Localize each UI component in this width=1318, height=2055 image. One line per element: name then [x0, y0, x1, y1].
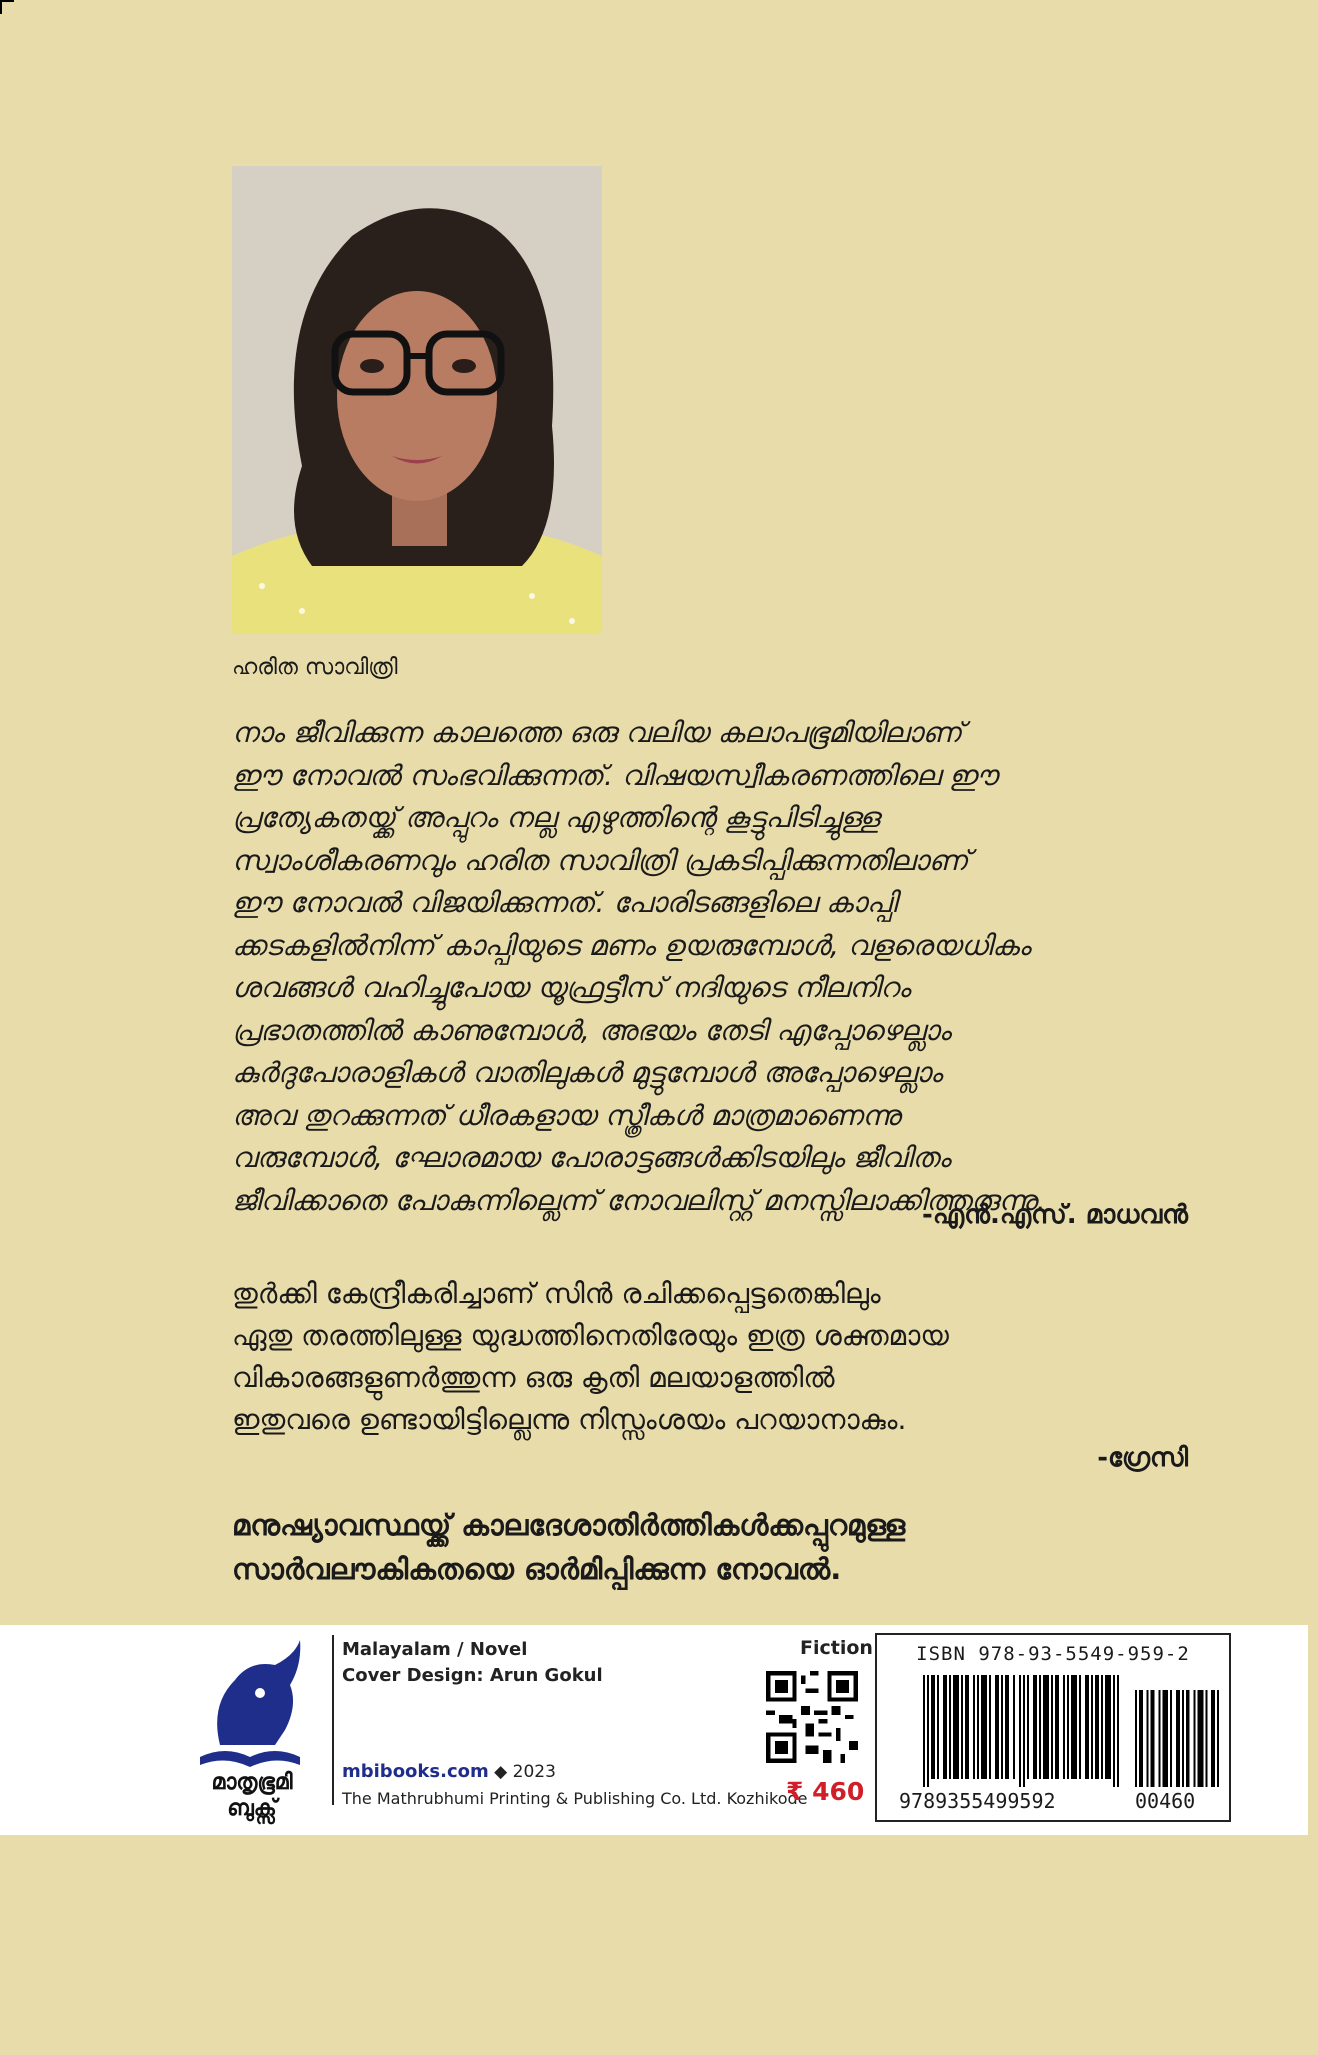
website-link[interactable]: mbibooks.com	[342, 1761, 489, 1782]
logo-line-2: ബുക്സ്	[227, 1796, 277, 1821]
barcode-addon-icon	[1135, 1690, 1221, 1787]
quote-line: ക്കടകളിൽനിന്ന് കാപ്പിയുടെ മണം ഉയരുമ്പോൾ, വളരെയധികം	[232, 928, 1031, 962]
barcode-main-icon	[923, 1675, 1123, 1787]
category-label: Malayalam / Novel	[342, 1639, 528, 1660]
quote-line: ഈ നോവൽ വിജയിക്കുന്നത്. പോരിടങ്ങളിലെ കാപ്പി	[232, 886, 897, 919]
book-tagline	[232, 1503, 905, 1591]
logo-wordmark	[188, 1770, 316, 1822]
price-label: ₹ 460	[786, 1777, 865, 1806]
footer-divider	[332, 1635, 334, 1805]
quote-2-attribution: -ഗ്രേസി	[1097, 1443, 1188, 1473]
quote-line: കുർദുപോരാളികൾ വാതിലുകൾ മുട്ടുമ്പോൾ അപ്പോഴെല്ലാം	[232, 1056, 943, 1089]
website-line	[342, 1761, 556, 1782]
quote-line: പ്രഭാതത്തിൽ കാണുമ്പോൾ, അഭയം തേടി എപ്പോഴെല്ലാം	[232, 1013, 951, 1047]
quote-line: സ്വാംശീകരണവും ഹരിത സാവിത്രി പ്രകടിപ്പിക്കുന്നതിലാണ്	[232, 843, 969, 877]
quote-line: നാം ജീവിക്കുന്ന കാലത്തെ ഒരു വലിയ കലാപഭൂമിയിലാണ്	[232, 716, 963, 749]
publisher-footer	[0, 1625, 1308, 1835]
tagline-line: മനുഷ്യാവസ്ഥയ്ക്ക് കാലദേശാതിർത്തികൾക്കപ്പുറമുള്ള	[232, 1508, 906, 1542]
diamond-separator-icon: ◆	[494, 1762, 508, 1782]
quote-line: പ്രത്യേകതയ്ക്ക് അപ്പുറം നല്ല എഴുത്തിന്റെ കൂട്ടുപിടിച്ചുള്ള	[232, 801, 880, 834]
isbn-text: ISBN 978-93-5549-959-2	[916, 1643, 1190, 1665]
qr-code-icon	[766, 1671, 858, 1763]
logo-line-1: മാതൃഭൂമി	[211, 1770, 293, 1795]
quote-line: ജീവിക്കാതെ പോകുന്നില്ലെന്ന് നോവലിസ്റ്റ് മനസ്സിലാക്കിത്തരുന്നു.	[232, 1183, 1046, 1217]
review-quote-2	[232, 1273, 1192, 1441]
quote-line: അവ തുറക്കുന്നത് ധീരകളായ സ്ത്രീകൾ മാത്രമാണെന്നു	[232, 1098, 901, 1132]
publication-year: 2023	[512, 1762, 556, 1782]
crop-mark-top-left-h	[0, 0, 14, 2]
barcode-addon-number: 00460	[1135, 1789, 1196, 1813]
quote-line: ഈ നോവൽ സംഭവിക്കുന്നത്. വിഷയസ്വീകരണത്തിലെ ഈ	[232, 758, 998, 792]
review-quote-1	[232, 712, 1192, 1222]
author-photo	[232, 166, 602, 634]
quote-line: വരുമ്പോൾ, ഘോരമായ പോരാട്ടങ്ങൾക്കിടയിലും ജീവിതം	[232, 1141, 951, 1174]
author-name-caption: ഹരിത സാവിത്രി	[232, 655, 398, 680]
isbn-barcode-box	[875, 1633, 1231, 1822]
quote-line: ഏതു തരത്തിലുള്ള യുദ്ധത്തിനെതിരേയും ഇത്ര ശക്തമായ	[232, 1319, 949, 1352]
genre-label: Fiction	[800, 1637, 873, 1659]
crop-mark-top-left-v	[0, 0, 2, 14]
quote-line: വികാരങ്ങളുണർത്തുന്ന ഒരു കൃതി മലയാളത്തിൽ	[232, 1361, 835, 1394]
publisher-name: The Mathrubhumi Printing & Publishing Co. Ltd. Kozhikode	[342, 1789, 808, 1808]
quote-line: തുർക്കി കേന്ദ്രീകരിച്ചാണ് സിൻ രചിക്കപ്പെട്ടതെങ്കിലും	[232, 1277, 881, 1310]
cover-design-credit: Cover Design: Arun Gokul	[342, 1665, 603, 1686]
tagline-line: സാർവലൗകികതയെ ഓർമിപ്പിക്കുന്ന നോവൽ.	[232, 1552, 842, 1586]
book-meta	[342, 1637, 603, 1689]
quote-line: ശവങ്ങൾ വഹിച്ചുപോയ യൂഫ്രട്ടീസ് നദിയുടെ നീലനിറം	[232, 971, 911, 1004]
quote-1-attribution: -എൻ.എസ്. മാധവൻ	[922, 1200, 1188, 1230]
quote-line: ഇതുവരെ ഉണ്ടായിട്ടില്ലെന്നു നിസ്സംശയം പറയാനാകും.	[232, 1403, 907, 1436]
barcode-main-number: 9789355499592	[899, 1789, 1056, 1813]
